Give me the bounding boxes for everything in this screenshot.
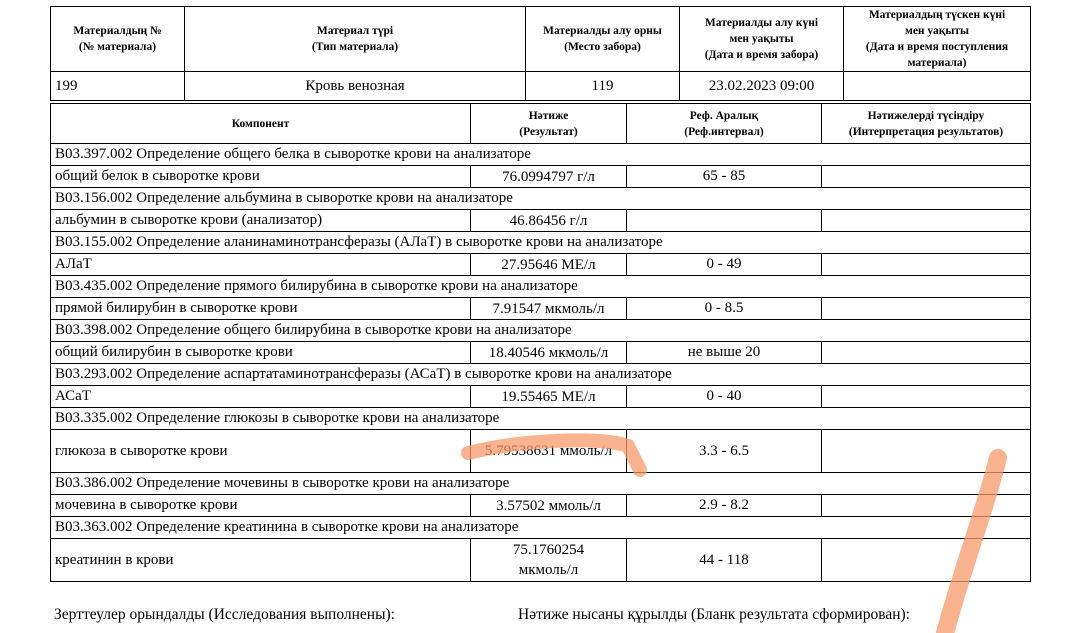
test-component: прямой билирубин в сыворотке крови — [51, 298, 471, 320]
test-reference: 44 - 118 — [627, 539, 822, 582]
test-result: 3.57502 ммоль/л — [471, 495, 627, 517]
test-result: 18.40546 мкмоль/л — [471, 342, 627, 364]
test-section-title: B03.155.002 Определение аланинаминотрансферазы (АЛаТ) в сыворотке крови на анализаторе — [51, 232, 1031, 254]
test-section-title: B03.386.002 Определение мочевины в сыворотке крови на анализаторе — [51, 473, 1031, 495]
test-interpretation — [822, 254, 1031, 276]
test-section-title: B03.397.002 Определение общего белка в сыворотке крови на анализаторе — [51, 144, 1031, 166]
material-number: 199 — [51, 72, 185, 101]
test-interpretation — [822, 210, 1031, 232]
header-interpretation: Нәтижелерді түсіндіру (Интерпретация результатов) — [822, 104, 1031, 144]
test-result: 5.79538631 ммоль/л — [471, 430, 627, 473]
test-section-title: B03.293.002 Определение аспартатаминотрансферазы (АСаТ) в сыворотке крови на анализаторе — [51, 364, 1031, 386]
material-type: Кровь венозная — [185, 72, 526, 101]
header-material-number: Материалдың № (№ материала) — [51, 7, 185, 72]
header-received-datetime: Материалдың түскен күні мен уақыты (Дата и время поступления материала) — [844, 7, 1031, 72]
test-interpretation — [822, 386, 1031, 408]
received-datetime — [844, 72, 1031, 101]
test-component: АСаТ — [51, 386, 471, 408]
test-reference: 3.3 - 6.5 — [627, 430, 822, 473]
test-component: общий билирубин в сыворотке крови — [51, 342, 471, 364]
test-interpretation — [822, 342, 1031, 364]
test-section-title: B03.398.002 Определение общего билирубина в сыворотке крови на анализаторе — [51, 320, 1031, 342]
test-component: АЛаТ — [51, 254, 471, 276]
test-result: 27.95646 МЕ/л — [471, 254, 627, 276]
header-component: Компонент — [51, 104, 471, 144]
test-result: 76.0994797 г/л — [471, 166, 627, 188]
test-component: альбумин в сыворотке крови (анализатор) — [51, 210, 471, 232]
test-component: общий белок в сыворотке крови — [51, 166, 471, 188]
footer-formed-label: Нәтиже нысаны құрылды (Бланк результата сформирован): — [518, 606, 910, 623]
test-reference: 0 - 8.5 — [627, 298, 822, 320]
test-interpretation — [822, 430, 1031, 473]
collection-place: 119 — [526, 72, 680, 101]
test-result: 46.86456 г/л — [471, 210, 627, 232]
test-reference — [627, 210, 822, 232]
test-interpretation — [822, 166, 1031, 188]
test-reference: 65 - 85 — [627, 166, 822, 188]
test-section-title: B03.435.002 Определение прямого билирубина в сыворотке крови на анализаторе — [51, 276, 1031, 298]
test-reference: не выше 20 — [627, 342, 822, 364]
footer-performed-label: Зерттеулер орындалды (Исследования выполнены): — [54, 606, 395, 623]
collection-datetime: 23.02.2023 09:00 — [680, 72, 844, 101]
header-material-type: Материал түрі (Тип материала) — [185, 7, 526, 72]
test-interpretation — [822, 539, 1031, 582]
test-section-title: B03.156.002 Определение альбумина в сыворотке крови на анализаторе — [51, 188, 1031, 210]
test-component: креатинин в крови — [51, 539, 471, 582]
header-reference: Реф. Аралық (Реф.интервал) — [627, 104, 822, 144]
test-result: 19.55465 МЕ/л — [471, 386, 627, 408]
test-reference: 0 - 49 — [627, 254, 822, 276]
test-interpretation — [822, 298, 1031, 320]
header-collection-place: Материалды алу орны (Место забора) — [526, 7, 680, 72]
results-table — [50, 103, 1031, 582]
test-section-title: B03.363.002 Определение креатинина в сыворотке крови на анализаторе — [51, 517, 1031, 539]
test-section-title: B03.335.002 Определение глюкозы в сыворотке крови на анализаторе — [51, 408, 1031, 430]
test-result: 7.91547 мкмоль/л — [471, 298, 627, 320]
test-component: мочевина в сыворотке крови — [51, 495, 471, 517]
header-collection-datetime: Материалды алу күні мен уақыты (Дата и время забора) — [680, 7, 844, 72]
header-result: Нәтиже (Результат) — [471, 104, 627, 144]
material-table — [50, 6, 1031, 101]
test-result: 75.1760254 мкмоль/л — [471, 539, 627, 582]
test-interpretation — [822, 495, 1031, 517]
test-reference: 0 - 40 — [627, 386, 822, 408]
test-component: глюкоза в сыворотке крови — [51, 430, 471, 473]
test-reference: 2.9 - 8.2 — [627, 495, 822, 517]
